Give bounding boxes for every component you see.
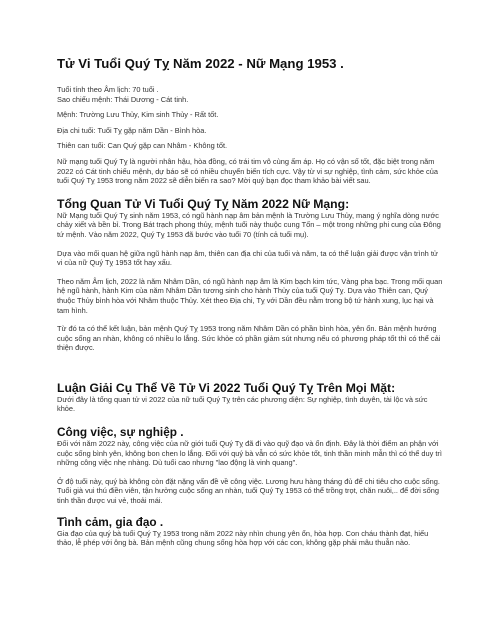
intro-summary-paragraph: Nữ mạng tuổi Quý Tỵ là người nhân hậu, hòa đồng, có trái tim vô cùng ấm áp. Họ có vận số tốt, đặc biệt trong năm 2022 có Cát tinh chiếu mệnh, dự báo sẽ có nhiều chuyển biến tích cực. Vậy từ vi sự nghiệp, tình cảm, sức khỏe của tuổi Quý Tỵ 1953 trong năm 2022 sẽ diễn biến ra sao? Mời quý bạn đọc tham khảo bài viết sau. bbox=[57, 156, 438, 186]
destiny-line: Mệnh: Trường Lưu Thủy, Kim sinh Thủy - Rất tốt. bbox=[57, 110, 219, 120]
overview-paragraph-4: Từ đó ta có thể kết luận, bản mệnh Quý Tỵ 1953 trong năm Nhâm Dần có phần bình hòa, yên ổn. Bản mệnh hướng cuộc sống an nhàn, không có nhiều lo lắng. Sức khỏe có phần giảm sút nhưng nếu có phương pháp tốt thì có thể cải thiện được. bbox=[57, 324, 441, 353]
career-heading: Công việc, sự nghiệp . bbox=[57, 425, 184, 440]
stem-line: Thiên can tuổi: Can Quý gặp can Nhâm - Không tốt. bbox=[57, 141, 228, 151]
career-paragraph-2: Ở độ tuổi này, quý bà không còn đặt nặng vấn đề về công việc. Lương hưu hàng tháng đủ để chi tiêu cho cuộc sống. Tuổi già vui thú điền viên, tận hưởng cuộc sống an nhàn, tuổi Quý Tỵ 1953 có thể trồng trọt, chăn nuôi,.. để đời sống tinh thần được vui vẻ, thoải mái. bbox=[57, 476, 440, 506]
stars-line: Sao chiếu mệnh: Thái Dương - Cát tinh. bbox=[57, 94, 189, 104]
overview-paragraph-3: Theo năm Âm lịch, 2022 là năm Nhâm Dần, có ngũ hành nạp âm là Kim bạch kim tức, Vàng pha bạc. Trong mối quan hệ ngũ hành, hành Kim của năm Nhâm Dần tương sinh cho hành Thủy của tuổi Quý Tỵ. Dựa vào Thiên can, Quý thuộc Thủy bình hòa với Nhâm thuộc Thủy. Xét theo Địa chi, Tỵ với Dần đều nằm trong bộ tứ hành xung, lục hại và tam hình. bbox=[57, 276, 443, 315]
age-line: Tuổi tính theo Âm lịch: 70 tuổi . bbox=[57, 85, 159, 94]
love-paragraph-1: Gia đạo của quý bà tuổi Quý Tỵ 1953 trong năm 2022 này nhìn chung yên ổn, hòa hợp. Con cháu thành đạt, hiếu thảo, lễ phép với ông bà. Bản mệnh cũng chung sống hòa hợp với các con, không gặp phải mâu thuẫn nào. bbox=[57, 528, 429, 548]
overview-paragraph-2: Dựa vào mối quan hệ giữa ngũ hành nạp âm, thiên can địa chi của tuổi và năm, ta có thể luận giải được vận trình tử vi của nữ Quý Tỵ 1953 tốt hay xấu. bbox=[57, 248, 438, 268]
details-heading: Luận Giải Cụ Thể Về Tử Vi 2022 Tuổi Quý Tỵ Trên Mọi Mặt: bbox=[57, 380, 396, 395]
document-content bbox=[57, 56, 445, 548]
overview-paragraph-1: Nữ Mạng tuổi Quý Tỵ sinh năm 1953, có ngũ hành nạp âm bản mệnh là Trường Lưu Thủy, mang ý nghĩa dòng nước chảy xiết và bền bỉ. Trong Bát trạch phong thủy, mệnh tuổi này thuộc cung Tốn – một trong những phi cung của Đông tứ mệnh. Vào năm 2022, Quý Tỵ 1953 đã bước vào tuổi 70 (tính cả tuổi mụ). bbox=[57, 210, 441, 239]
love-heading: Tình cảm, gia đạo . bbox=[57, 514, 164, 529]
details-intro-paragraph: Dưới đây là tổng quan tử vi 2022 của nữ tuổi Quý Tỵ trên các phương diện: Sự nghiệp, tình duyên, tài lộc và sức khỏe. bbox=[57, 394, 428, 414]
branch-line: Địa chi tuổi: Tuổi Tỵ gặp năm Dần - Bình hòa. bbox=[57, 125, 207, 135]
overview-heading: Tổng Quan Tử Vi Tuổi Quý Tỵ Năm 2022 Nữ Mạng: bbox=[57, 196, 350, 211]
career-paragraph-1: Đối với năm 2022 này, công việc của nữ giới tuổi Quý Tỵ đã đi vào quỹ đạo và ổn định. Đây là thời điểm an phận với cuộc sống bình yên, không bon chen lo lắng. Đối với quý bà vẫn có sức khỏe tốt, tinh thần minh mẫn thì có thể duy trì những công việc nhẹ nhàng. Dù tuổi cao nhưng "lao động là vinh quang". bbox=[57, 439, 442, 468]
page-title: Tử Vi Tuổi Quý Tỵ Năm 2022 - Nữ Mạng 1953 . bbox=[57, 56, 344, 71]
